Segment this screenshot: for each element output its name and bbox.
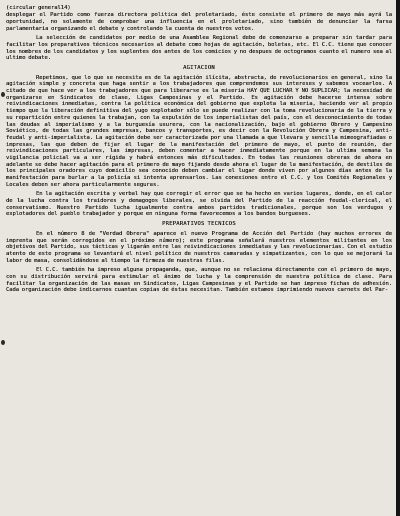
paragraph: desplegar el Partido como fuerza directora politica del proletariado, éste consiste el primero de mayo más ayrá la oportunidad, no solamente de comprobar una influencia en el proletariado, sino también de denunciar la farsa parlamentaria organizando el debate y controlando la cuenta de nuestros votos.	[6, 12, 392, 32]
paragraph: En la agitación escrita y verbal hay que corregir el error que se ha hecho en varios lugares, donde, en el calor de la lucha contra los traidores y demagogos liberales, se olvida del Partido de la reacción feudal-clerical, el conservatismo. Nuestro Partido lucha igualmente contra ambos partidos tradicionales, porque son los verdugos y explotadores del pueblo trabajador y porque en ninguna forma favorecemos a los bandos burgueses.	[6, 191, 392, 218]
document-header: (circular general14)	[6, 5, 71, 11]
punch-hole	[1, 340, 5, 345]
punch-hole	[1, 92, 5, 97]
paragraph: La selección de candidatos por medio de una Asamblea Regional debe de comenzarse a preparar sin tardar para facilitar los preparativos técnicos necesarios al debate como hojas de agitación, boletas, etc. El C.C. tiene que conocer los nombres de los candidatos y los suplentes dos antes de los comicios y no despues de octogramos cuanto el numero sea al ultimo debate.	[6, 35, 392, 62]
section-title-preparativos: PREPARATIVOS TECNICOS	[162, 221, 236, 228]
paragraph: En el número 8 de "Verdad Obrera" aparece el nuevo Programa de Acción del Partido (hay muchos errores de imprenta que serán corregidos en el próximo número); este programa señalará nuestros elementos militantes en los objetivos del Partido, sus tácticas y ligarán entre las reivindicaciones inmediatas y las revolucionarias. Con el estudio atento de este programa se levantará el nivel político de nuestros camaradas y simpatizantes, con lo que se mejorará la labor de masa, consolidándose al tiempo la firmeza de nuestras filas.	[6, 230, 392, 264]
scan-edge	[396, 0, 400, 516]
document-page	[6, 5, 392, 297]
paragraph: Repetimos, que lo que se necesita es de la agitación ilícita, abstracta, de revolucionarios en general, sino la agitación simple y concreta que haga sentir a los trabajadores que comprendemos sus intereses y sabemos vocearlos. A citado de que hace ver a los trabajadores que para liberarse es la miseria HAY QUE LUCHAR Y NO SUPLICAR; la necesidad de organizarse en Sindicatos de clase, Ligas Campesinas y el Partido. Es agitación debe hacerse intensa sobre reivindicaciones inmediatas, contra la política económica del gobierno que explota la miseria, haciendo ver al propio tiempo que la liberación definitiva del yugo explotador sólo se puede realizar con la toma revolucionaria de la tierra y su repartición entre quienes la trabajan, con la expulsión de los imperialistas del país, con el desconocimiento de todas las deudas al imperialismo y a la burguesía usurera, con la nacionalización, bajo el gobierno Obrero y Campesino Soviético, de todas las grandes empresas, bancos y transportes, es decir con la Revolución Obrera y Campesina, anti-feudal y anti-imperialista. La agitación debe ser caracterizada por una llamada a que llevara y sencilla mimeografiadas o impresas, las que deben de fijar el lugar de la manifestación del primero de mayo, el punto de reunión, dar reivindicaciones particulares, las impresas, deben comentar a hacer inmediatamente porque en la ultima semana la vigilancia policial va a ser rígida y habrá entonces más dificultades. En todas las reuniones obreras de ahora en adelante se debe hacer agitación para el primero de mayo fijando desde ahora el lugar de la manifestación, de destiles de los principales oradores cuyo domicilio sea conocido deben cambiar el lugar donde viven por algunos días antes de la manifestación para burlar a la policía si intenta aprensarlos. Las conexiones entre el C.C. y los Comités Regionales y Locales deben ser ahora particularmente seguras.	[6, 74, 392, 188]
paragraph: El C.C. también ha impreso alguna propaganda, que, aunque no se relaciona directamente con el primero de mayo, con su distribución servirá para estimular el ánimo de lucha y la comprensión de nuestra política de clase. Para facilitar la organización de las masas en Sindicatos, Ligas Campesinas y el Partido se han impreso fichas de adhesión. Cada organización debe indicarnos cuantas copias de éstas necesitan. También estamos imprimiendo nuevos carnets del Par-	[6, 267, 392, 294]
section-title-agitacion: AGITACION	[183, 65, 215, 71]
